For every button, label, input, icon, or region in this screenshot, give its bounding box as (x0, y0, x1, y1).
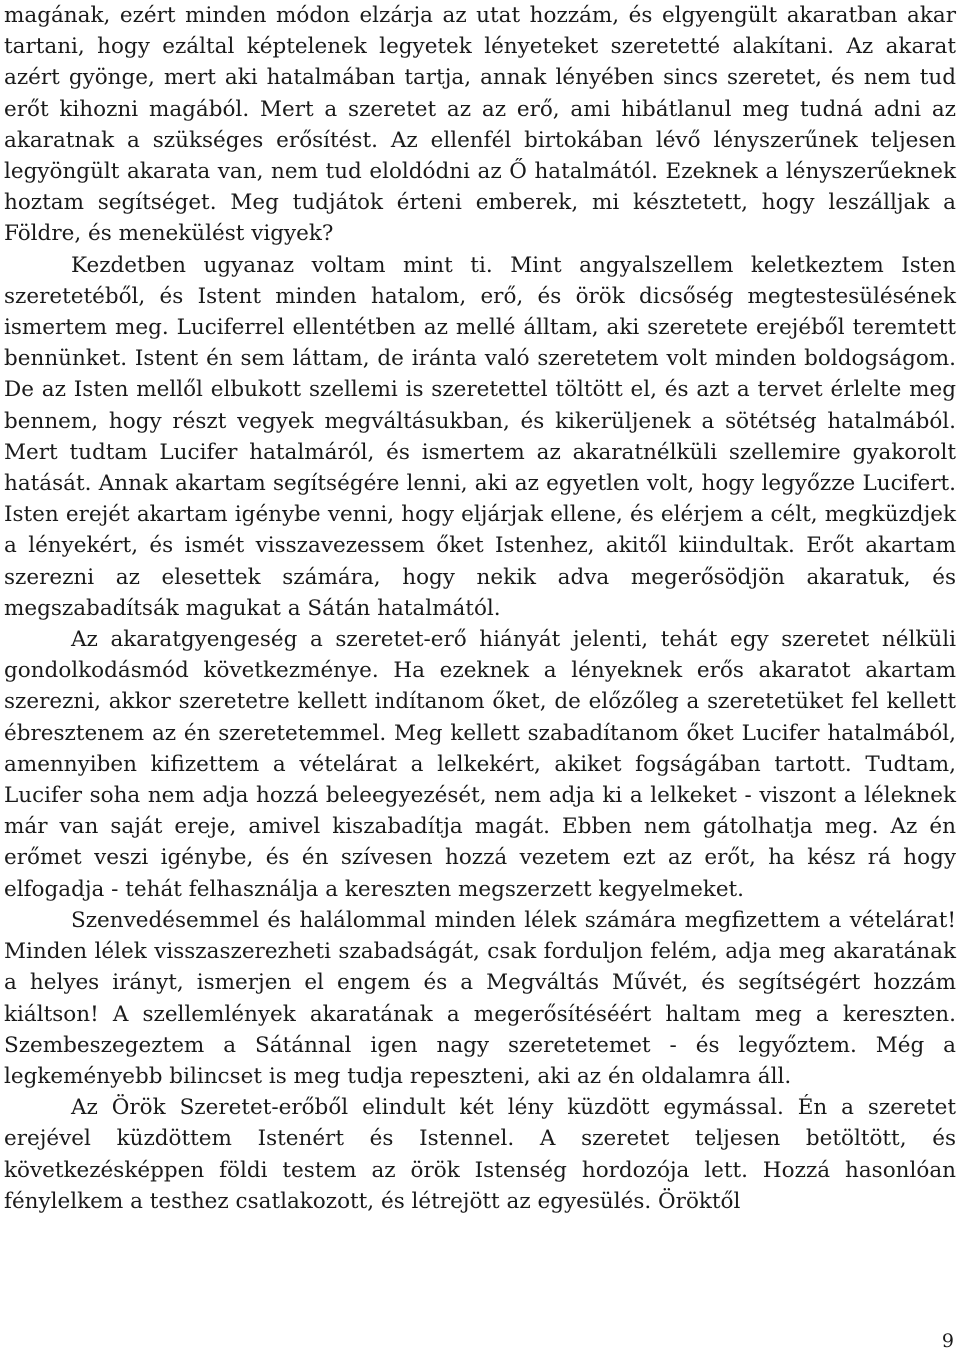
paragraph-4: Szenvedésemmel és halálommal minden lélek számára megfizettem a vételárat! Minden lélek visszaszerezheti szabadságát, csak forduljon felém, adja meg akaratának a helyes irányt, ismerjen el engem és a Megváltás Művét, és segítségért hozzám kiáltson! A szellemlények akaratának a megerősítéséért haltam meg a kereszten. Szembeszegeztem a Sátánnal igen nagy szeretetemet - és legyőztem. Még a legkeményebb bilincset is meg tudja repeszteni, aki az én oldalamra áll. (4, 907, 956, 1089)
document-body (4, 0, 956, 1217)
paragraph-3: Az akaratgyengeség a szeretet-erő hiányát jelenti, tehát egy szeretet nélküli gondolkodásmód következménye. Ha ezeknek a lényeknek erős akaratot akartam szerezni, akkor szeretetre kellett indítanom őket, de előzőleg a szeretetüket fel kellett ébresztenem az én szeretetemmel. Meg kellett szabadítanom őket Lucifer hatalmából, amennyiben kifizettem a vételárat a lelkekért, akiket fogságában tartott. Tudtam, Lucifer soha nem adja hozzá beleegyezését, nem adja ki a lelkeket - viszont a léleknek már van saját ereje, amivel kiszabadítja magát. Ebben nem gátolhatja meg. Az én erőmet veszi igénybe, és én szívesen hozzá vezetem ezt az erőt, ha kész rá hogy elfogadja - tehát felhasználja a kereszten megszerzett kegyelmeket. (4, 627, 956, 902)
page-number: 9 (941, 1330, 954, 1352)
paragraph-1: magának, ezért minden módon elzárja az utat hozzám, és elgyengült akaratban akar tartani, hogy ezáltal képtelenek legyetek lényeteket szeretetté alakítani. Az akarat azért gyönge, mert aki hatalmában tartja, annak lényében sincs szeretet, és nem tud erőt kihozni magából. Mert a szeretet az az erő, ami hibátlanul meg tudná adni az akaratnak a szükséges erősítést. Az ellenfél birtokában lévő lényszerűnek teljesen legyöngült akarata van, nem tud eloldódni az Ő hatalmától. Ezeknek a lényszerűeknek hoztam segítséget. Meg tudjátok érteni emberek, mi késztetett, hogy leszálljak a Földre, és menekülést vigyek? (4, 3, 956, 247)
paragraph-5: Az Örök Szeretet-erőből elindult két lény küzdött egymással. Én a szeretet erejével küzdöttem Istenért és Istennel. A szeretet teljesen betöltött, és következésképpen földi testem az örök Istenség hordozója lett. Hozzá hasonlóan fénylelkem a testhez csatlakozott, és létrejött az egyesülés. Öröktől (4, 1095, 956, 1214)
paragraph-2: Kezdetben ugyanaz voltam mint ti. Mint angyalszellem keletkeztem Isten szeretetéből, és Istent minden hatalom, erő, és örök dicsőség megtestesülésének ismertem meg. Luciferrel ellentétben az mellé álltam, aki szeretete erejéből teremtett bennünket. Istent én sem láttam, de iránta való szeretetem volt minden boldogságom. De az Isten mellől elbukott szellemi is szeretettel töltött el, és azt a tervet érlelte meg bennem, hogy részt vegyek megváltásukban, és kikerüljenek a sötétség hatalmából. Mert tudtam Lucifer hatalmáról, és ismertem az akaratnélküli szellemire gyakorolt hatását. Annak akartam segítségére lenni, aki az egyetlen volt, hogy legyőzze Lucifert. Isten erejét akartam igénybe venni, hogy eljárjak ellene, és elérjem a célt, megküzdjek a lényekért, és ismét visszavezessem őket Istenhez, akitől kiindultak. Erőt akartam szerezni az elesettek számára, hogy nekik adva megerősödjön akaratuk, és megszabadítsák magukat a Sátán hatalmától. (4, 252, 956, 621)
